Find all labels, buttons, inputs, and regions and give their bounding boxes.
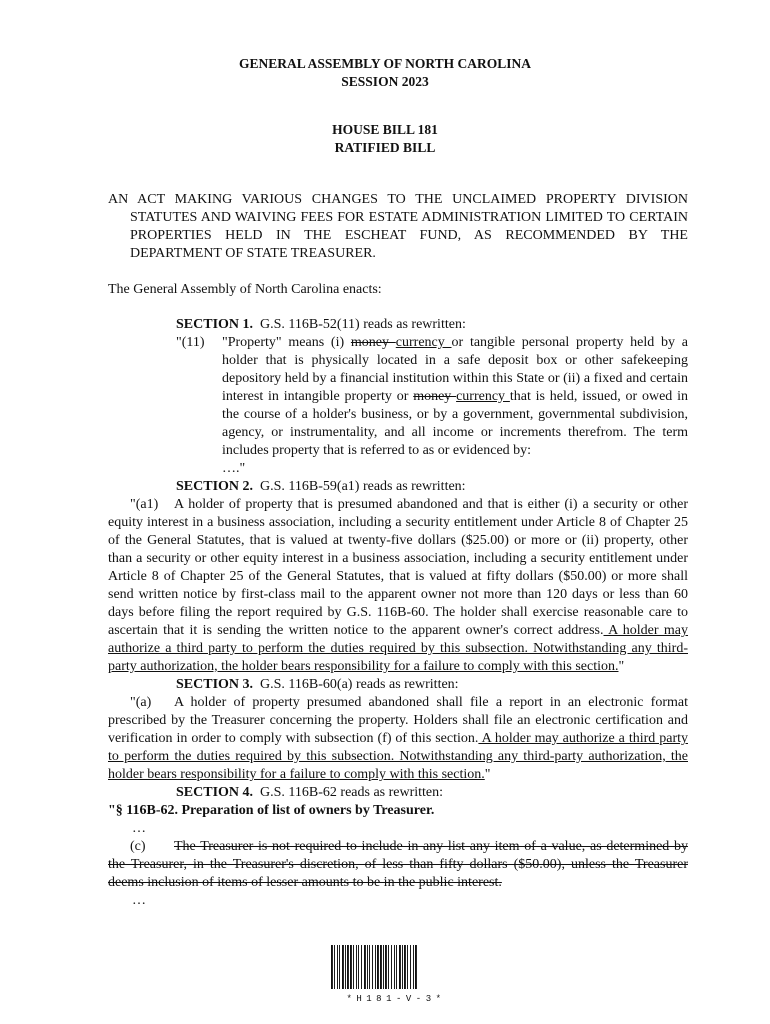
inserted-text: A holder may authorize a third party to perform the duties required by this subsection. Notwithstanding any third-party authorization, the holder bears responsibility for a failure to comply with this section. bbox=[108, 731, 688, 782]
barcode-bar bbox=[380, 945, 382, 989]
text-segment: that is held, issued, or owed in the course of a holder's business, or by a government, governmental subdivision, agency, or instrumentality, and all income or increments therefrom. The term includes property that is referred to as or evidenced by: bbox=[222, 389, 688, 458]
bill-number: HOUSE BILL 181 bbox=[332, 122, 438, 137]
section-2-label: SECTION 2. bbox=[176, 479, 254, 494]
section-4-heading bbox=[108, 784, 688, 802]
barcode-bar bbox=[369, 945, 370, 989]
barcode-bar bbox=[407, 945, 408, 989]
subdivision-text bbox=[222, 334, 688, 478]
barcode-bar bbox=[415, 945, 417, 989]
section-1-heading bbox=[108, 316, 688, 334]
barcode-bar bbox=[345, 945, 346, 989]
section-1-label: SECTION 1. bbox=[176, 317, 254, 332]
act-title: AN ACT MAKING VARIOUS CHANGES TO THE UNCLAIMED PROPERTY DIVISION STATUTES AND WAIVING FEES FOR ESTATE ADMINISTRATION LIMITED TO CERTAIN PROPERTIES HELD IN THE ESCHEAT FUND, AS RECOMMENDED BY THE DEPARTMENT OF STATE TREASURER. bbox=[108, 192, 688, 261]
session-label: SESSION 2023 bbox=[341, 74, 429, 89]
barcode-bar bbox=[375, 945, 376, 989]
inserted-text: currency bbox=[395, 335, 452, 350]
struck-text: The Treasurer is not required to include in any list any item of a value, as determined by the Treasurer, in the Treasurer's discretion, of less than fifty dollars ($50.00), unless the Treasurer deems inclusion of items of lesser amounts to be in the public interest. bbox=[108, 839, 688, 890]
bill-status: RATIFIED BILL bbox=[334, 140, 436, 155]
section-2-paragraph bbox=[108, 496, 688, 676]
section-end-mark: …." bbox=[222, 461, 246, 476]
barcode-bar bbox=[377, 945, 379, 989]
section-3-intro: G.S. 116B-60(a) reads as rewritten: bbox=[260, 677, 459, 692]
barcode-bar bbox=[331, 945, 333, 989]
section-1-intro: G.S. 116B-52(11) reads as rewritten: bbox=[260, 317, 466, 332]
ellipsis: … bbox=[132, 821, 146, 836]
barcode-bar bbox=[391, 945, 392, 989]
barcode-bar bbox=[372, 945, 373, 989]
barcode-bar bbox=[385, 945, 387, 989]
text-segment: A holder of property presumed abandoned shall file a report in an electronic format prescribed by the Treasurer concerning the property. Holders shall file an electronic certification and verification in order to comply with subsection (f) of this section. bbox=[108, 695, 688, 746]
barcode-bars bbox=[331, 945, 461, 989]
bill-identifier bbox=[0, 121, 770, 157]
section-3-label: SECTION 3. bbox=[176, 677, 254, 692]
subsection-number: (c) bbox=[130, 839, 146, 854]
barcode-bar bbox=[402, 945, 403, 989]
barcode-bar bbox=[347, 945, 349, 989]
ellipsis: … bbox=[132, 893, 146, 908]
struck-text: money bbox=[413, 389, 457, 404]
subsection-number: "(a1) bbox=[130, 497, 159, 512]
barcode-bar bbox=[413, 945, 414, 989]
barcode-bar bbox=[334, 945, 335, 989]
section-3-paragraph bbox=[108, 694, 688, 784]
bill-body bbox=[108, 316, 688, 910]
barcode-bar bbox=[356, 945, 357, 989]
section-end-mark: " bbox=[484, 767, 491, 782]
barcode-bar bbox=[353, 945, 354, 989]
inserted-text: currency bbox=[456, 389, 510, 404]
barcode-bar bbox=[396, 945, 397, 989]
statute-heading: "§ 116B-62. Preparation of list of owners by Treasurer. bbox=[108, 803, 435, 818]
enacting-clause: The General Assembly of North Carolina enacts: bbox=[108, 282, 382, 297]
barcode-bar bbox=[361, 945, 362, 989]
barcode-bar bbox=[383, 945, 384, 989]
section-1-subdivision bbox=[108, 334, 688, 478]
document-header bbox=[0, 55, 770, 91]
barcode-text: *H181-V-3* bbox=[346, 994, 446, 1004]
barcode-bar bbox=[339, 945, 340, 989]
barcode-bar bbox=[394, 945, 395, 989]
section-2-heading bbox=[108, 478, 688, 496]
barcode-bar bbox=[404, 945, 406, 989]
barcode-bar bbox=[388, 945, 389, 989]
inserted-text: A holder may authorize a third party to perform the duties required by this subsection. Notwithstanding any third-party authorization, the holder bears responsibility for a failure to comply with this section. bbox=[108, 623, 689, 674]
section-end-mark: " bbox=[618, 659, 625, 674]
text-segment: "Property" means (i) bbox=[222, 335, 351, 350]
section-4-intro: G.S. 116B-62 reads as rewritten: bbox=[260, 785, 444, 800]
assembly-name: GENERAL ASSEMBLY OF NORTH CAROLINA bbox=[238, 56, 532, 71]
barcode bbox=[331, 945, 461, 1005]
text-segment: or tangible personal property held by a holder that is physically located in a safe deposit box or other safekeeping depository held by a financial institution within this State or (ii) a fixed and certain interest in intangible property or bbox=[222, 335, 689, 404]
barcode-bar bbox=[364, 945, 366, 989]
barcode-bar bbox=[399, 945, 401, 989]
barcode-bar bbox=[350, 945, 352, 989]
barcode-bar bbox=[358, 945, 359, 989]
subdivision-number: "(11) bbox=[176, 335, 205, 350]
section-4-label: SECTION 4. bbox=[176, 785, 254, 800]
barcode-bar bbox=[367, 945, 368, 989]
barcode-bar bbox=[342, 945, 344, 989]
subsection-number: "(a) bbox=[130, 695, 152, 710]
section-4-paragraph bbox=[108, 838, 688, 892]
text-segment: A holder of property that is presumed abandoned and that is either (i) a security or other equity interest in a business association, including a security entitlement under Article 8 of Chapter 25 of the General Statutes, that is valued at twenty-five dollars ($25.00) or more or (ii) property, other than a security or other equity interest in a business association, including a security entitlement under Article 8 of Chapter 25 of the General Statutes, that is valued at fifty dollars ($50.00) or more shall send written notice by first-class mail to the apparent owner not more than 120 days or less than 60 days before filing the report required by G.S. 116B-60. The holder shall exercise reasonable care to ascertain that it is sending the written notice to the apparent owner's correct address. bbox=[108, 497, 688, 638]
barcode-bar bbox=[410, 945, 411, 989]
section-3-heading bbox=[108, 676, 688, 694]
struck-text: money bbox=[350, 335, 396, 350]
section-2-intro: G.S. 116B-59(a1) reads as rewritten: bbox=[260, 479, 466, 494]
barcode-bar bbox=[337, 945, 338, 989]
